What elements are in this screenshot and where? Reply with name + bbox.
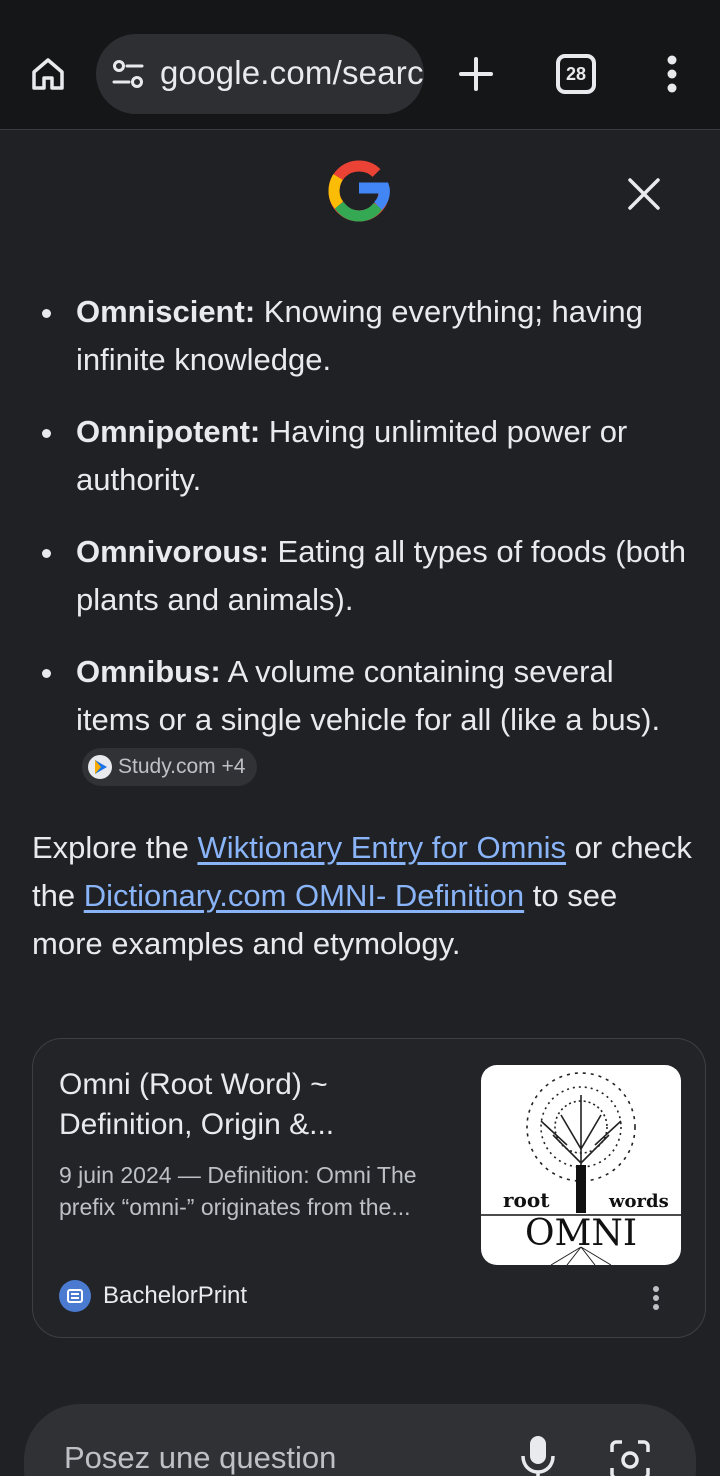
list-item (32, 528, 692, 624)
list-item (32, 408, 692, 504)
tab-switcher-button[interactable] (556, 54, 596, 94)
tab-count: 28 (565, 63, 587, 84)
source-chip-label: Study.com +4 (118, 754, 246, 778)
dictionary-link[interactable]: Dictionary.com OMNI- Definition (83, 878, 525, 913)
home-icon (30, 56, 66, 92)
definition-list (32, 288, 692, 816)
url-text: google.com/searc (160, 54, 424, 91)
list-item (32, 288, 692, 384)
explore-suffix: to see more examples and etymology. (32, 878, 618, 961)
google-g-icon (326, 158, 392, 224)
close-icon (627, 177, 661, 211)
result-more-button[interactable] (641, 1281, 671, 1315)
definition-text: Knowing everything; having infinite knowledge. (76, 294, 643, 377)
explore-paragraph (32, 824, 692, 968)
term: Omnipotent: (76, 414, 261, 449)
site-settings-icon[interactable] (110, 56, 146, 92)
more-vert-icon (652, 1285, 660, 1311)
thumb-word-right: words (609, 1191, 669, 1212)
list-item (32, 648, 692, 792)
bachelorprint-icon (59, 1280, 91, 1312)
wiktionary-link[interactable]: Wiktionary Entry for Omnis (197, 830, 567, 865)
result-snippet: 9 juin 2024 — Definition: Omni The prefix “omni-” originates from the... (59, 1162, 417, 1220)
term: Omnivorous: (76, 534, 269, 569)
term: Omnibus: (76, 654, 221, 689)
new-tab-button[interactable] (452, 50, 500, 98)
tree-illustration (481, 1065, 681, 1265)
mic-icon[interactable] (518, 1434, 558, 1476)
camera-lens-icon[interactable] (608, 1438, 652, 1476)
explore-middle: or check the (32, 830, 692, 913)
definition-text: Having unlimited power or authority. (76, 414, 628, 497)
new-tab-icon (458, 56, 494, 92)
home-button[interactable] (22, 48, 74, 100)
ask-placeholder: Posez une question (64, 1440, 337, 1475)
overflow-menu-button[interactable] (652, 52, 692, 96)
browser-toolbar (0, 0, 720, 130)
term: Omniscient: (76, 294, 256, 329)
thumb-word-left: root (503, 1188, 550, 1212)
study-com-icon (88, 755, 112, 779)
overflow-menu-icon (666, 54, 678, 94)
source-chip[interactable] (82, 748, 257, 786)
address-bar[interactable] (96, 34, 424, 114)
result-source[interactable] (59, 1279, 247, 1313)
thumb-main-word: OMNI (524, 1213, 638, 1254)
result-card[interactable] (32, 1038, 706, 1338)
explore-prefix: Explore the (32, 830, 198, 865)
result-title[interactable]: Omni (Root Word) ~ Definition, Origin &... (59, 1068, 335, 1141)
definition-text: Eating all types of foods (both plants and animals). (76, 534, 686, 617)
result-thumbnail[interactable] (481, 1065, 681, 1265)
result-site-name: BachelorPrint (103, 1282, 248, 1309)
definition-text: A volume containing several items or a single vehicle for all (like a bus). (76, 654, 661, 737)
ask-input[interactable] (24, 1404, 696, 1476)
close-button[interactable] (620, 170, 668, 218)
